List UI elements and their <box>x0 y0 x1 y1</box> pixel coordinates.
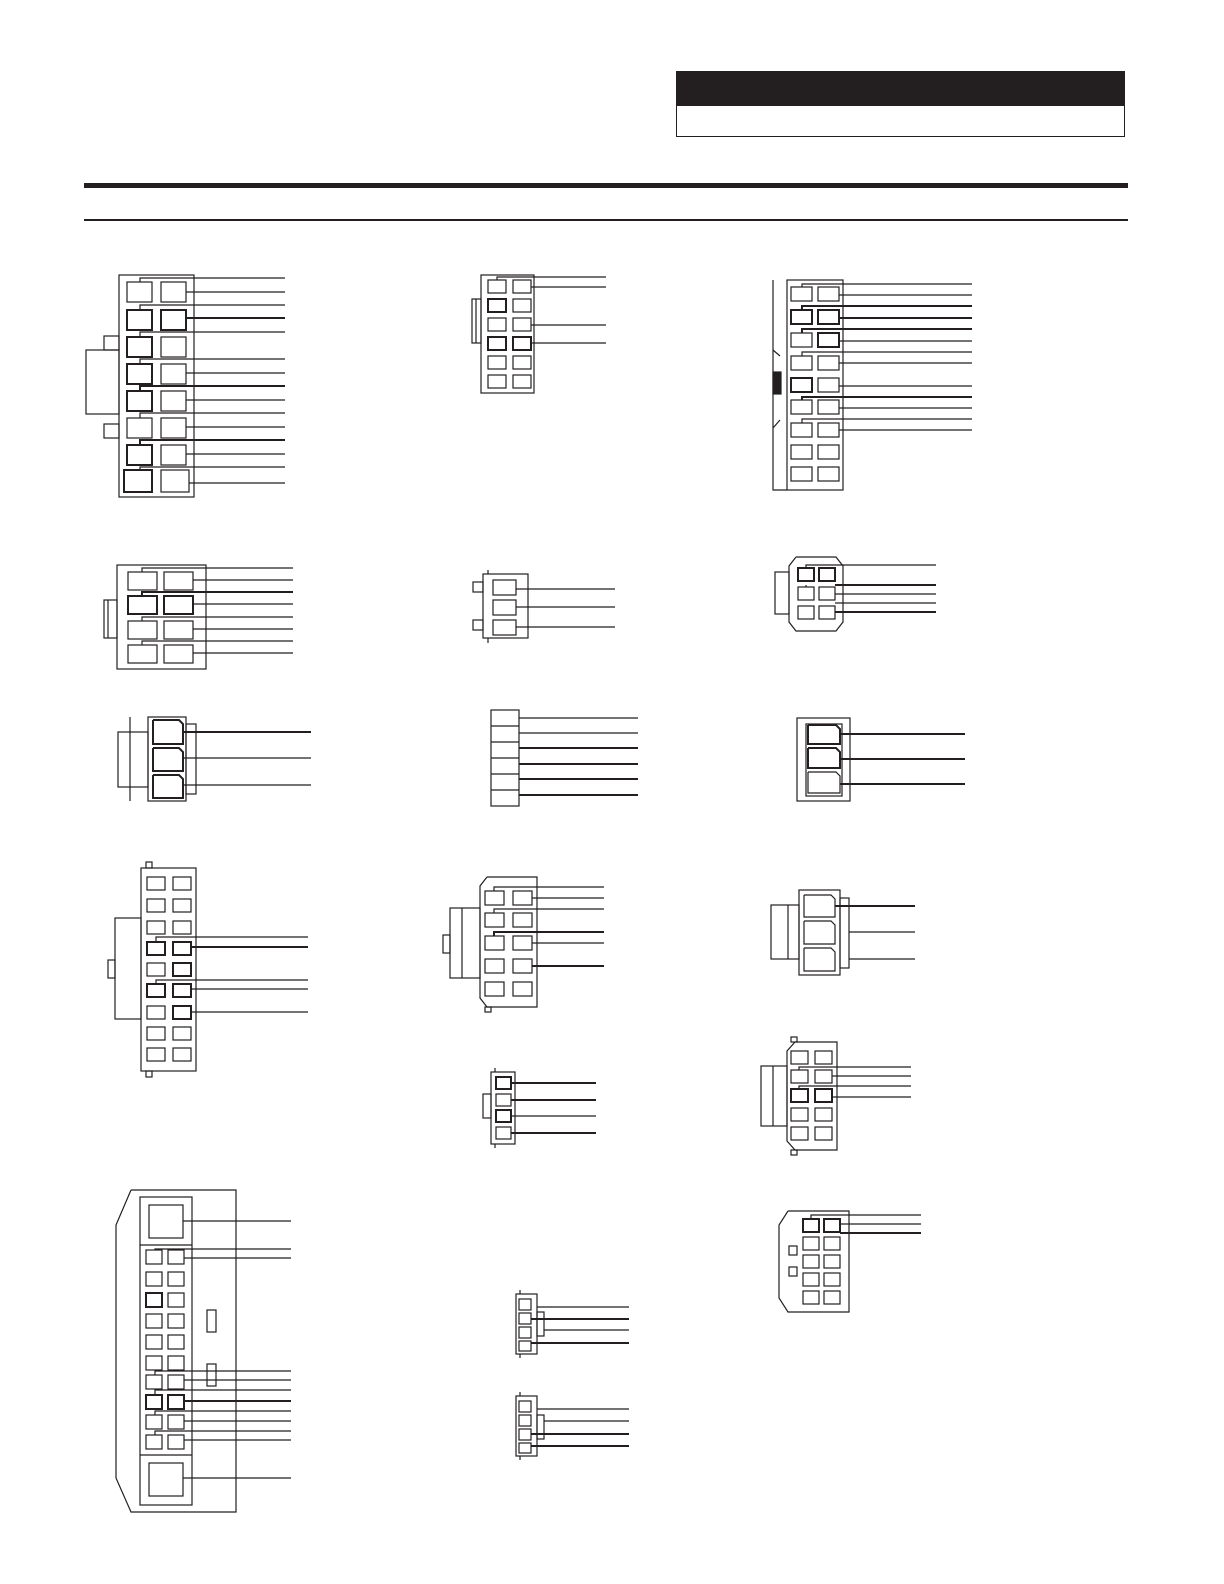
connector-8-pin-left <box>104 565 293 669</box>
connector-4-pin-small-b <box>516 1392 629 1460</box>
connector-3-pin-right <box>797 718 965 801</box>
connector-16-pin-left-top <box>86 275 285 497</box>
connector-4-pin-small-a <box>516 1290 629 1358</box>
connector-12-pin-center-top <box>472 275 606 393</box>
connector-10-pin-center <box>443 877 604 1012</box>
connector-10-pin-right-bottom <box>779 1211 921 1312</box>
connector-18-pin-right-top <box>773 280 972 490</box>
connector-3-pin-center <box>473 570 615 643</box>
connector-6-pin-right <box>775 557 936 631</box>
connector-4-pin-center <box>483 1068 596 1148</box>
connector-18-pin-left <box>108 862 308 1077</box>
connector-3-pin-left <box>118 717 311 801</box>
connector-3-pin-right-lower <box>771 890 915 975</box>
connector-10-pin-right <box>761 1037 911 1155</box>
connector-diagnostic-left <box>116 1190 291 1512</box>
connector-6-pin-in-line <box>491 710 638 806</box>
